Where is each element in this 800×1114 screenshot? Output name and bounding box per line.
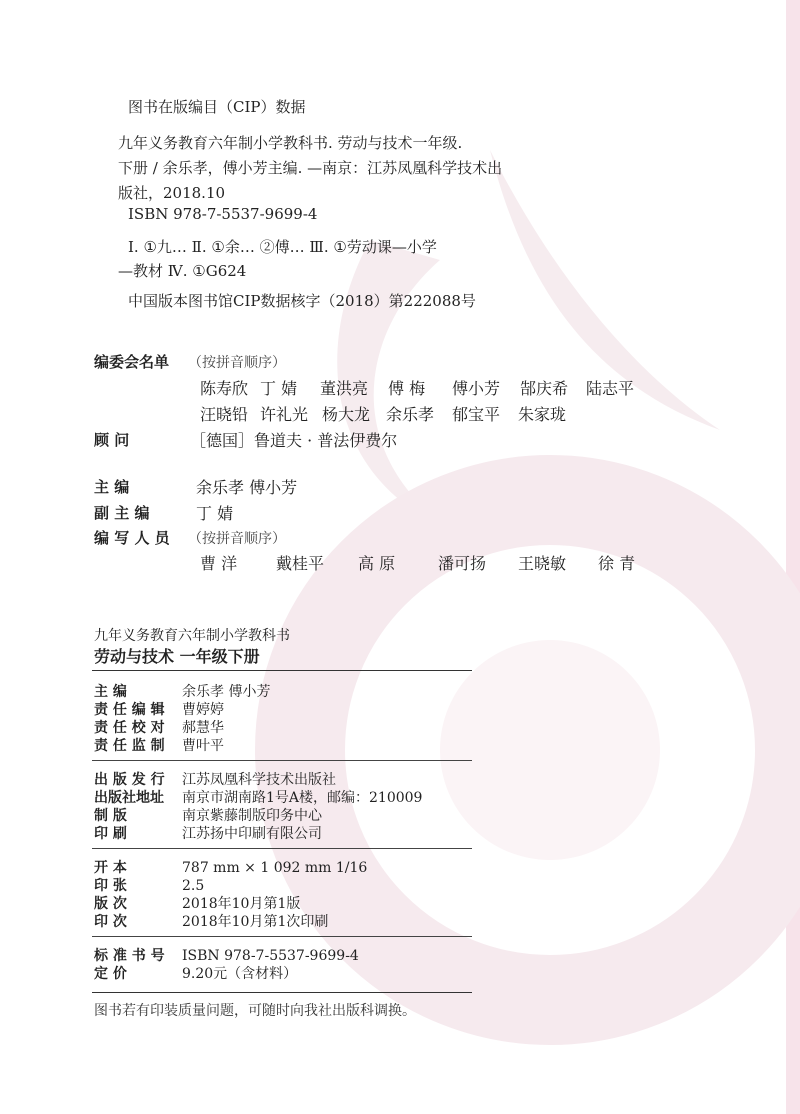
committee-member: 郜庆希 [520, 379, 569, 398]
committee-member: 朱家珑 [518, 405, 567, 424]
deputy-editor-name: 丁 婧 [196, 504, 234, 523]
credit-value: 曹婷婷 [182, 702, 224, 718]
publish-row [94, 823, 322, 843]
writers-note: （按拼音顺序） [188, 531, 286, 547]
publish-row [94, 769, 336, 789]
advisor-label: 顾 问 [94, 431, 130, 449]
cip-line: 版社，2018.10 [118, 184, 226, 202]
footer-note: 图书若有印装质量问题，可随时向我社出版科调换。 [94, 1003, 416, 1019]
price-label: 标 准 书 号 [94, 948, 165, 964]
deputy-editor-label: 副 主 编 [94, 504, 150, 522]
cip-classification: —教材 Ⅳ. ①G624 [118, 262, 247, 280]
publish-label: 制 版 [94, 808, 127, 824]
committee-member: 郁宝平 [452, 405, 501, 424]
divider [92, 936, 472, 937]
chief-editor-label: 主 编 [94, 478, 130, 496]
publish-value: 江苏扬中印刷有限公司 [182, 826, 322, 842]
advisor-name: ［德国］鲁道夫 · 普法伊费尔 [190, 431, 398, 450]
series-name: 九年义务教育六年制小学教科书 [94, 628, 290, 644]
writer-name: 徐 青 [598, 554, 636, 573]
spec-value: 2.5 [182, 878, 205, 894]
publish-value: 南京市湖南路1号A楼，邮编：210009 [182, 790, 423, 806]
divider [92, 848, 472, 849]
price-value: 9.20元（含材料） [182, 966, 298, 982]
spec-label: 开 本 [94, 860, 127, 876]
publish-value: 江苏凤凰科学技术出版社 [182, 772, 336, 788]
book-title: 劳动与技术 一年级下册 [94, 647, 260, 666]
committee-label: 编委会名单 [94, 353, 170, 371]
committee-member: 傅 梅 [388, 379, 426, 398]
spec-label: 印 张 [94, 878, 127, 894]
cip-line: 下册 / 余乐孝，傅小芳主编. —南京：江苏凤凰科学技术出 [118, 159, 503, 177]
writer-name: 戴桂平 [276, 554, 325, 573]
credit-value: 曹叶平 [182, 738, 224, 754]
credit-label: 责 任 校 对 [94, 720, 165, 736]
credit-value: 余乐孝 傅小芳 [182, 684, 271, 700]
committee-member: 陈寿欣 [200, 379, 249, 398]
writer-name: 王晓敏 [518, 554, 567, 573]
spec-row [94, 875, 204, 895]
publish-label: 出版社地址 [94, 790, 164, 806]
credit-row [94, 681, 270, 701]
credit-value: 郝慧华 [182, 720, 224, 736]
publish-label: 出 版 发 行 [94, 772, 165, 788]
spec-value: 2018年10月第1次印刷 [182, 914, 329, 930]
credit-row [94, 735, 224, 755]
committee-member: 董洪亮 [320, 379, 369, 398]
committee-member: 傅小芳 [452, 379, 501, 398]
price-value: ISBN 978-7-5537-9699-4 [182, 948, 359, 964]
cip-classification: Ⅰ. ①九… Ⅱ. ①余… ②傅… Ⅲ. ①劳动课—小学 [128, 238, 437, 256]
cip-line: 九年义务教育六年制小学教科书. 劳动与技术一年级. [118, 134, 463, 152]
writer-name: 潘可扬 [438, 554, 487, 573]
credit-label: 责 任 编 辑 [94, 702, 165, 718]
committee-member: 许礼光 [260, 405, 309, 424]
divider [92, 760, 472, 761]
chief-editor-names: 余乐孝 傅小芳 [196, 478, 298, 497]
publish-row [94, 805, 322, 825]
cip-number: 中国版本图书馆CIP数据核字（2018）第222088号 [128, 292, 476, 310]
committee-member: 丁 婧 [260, 379, 298, 398]
credit-row [94, 699, 224, 719]
committee-note: （按拼音顺序） [188, 355, 286, 371]
committee-member: 汪晓铅 [200, 405, 249, 424]
writers-label: 编 写 人 员 [94, 529, 170, 547]
committee-member: 杨大龙 [322, 405, 371, 424]
spec-row [94, 857, 367, 877]
credit-label: 主 编 [94, 684, 127, 700]
committee-member: 陆志平 [586, 379, 635, 398]
price-label: 定 价 [94, 966, 127, 982]
publish-value: 南京紫藤制版印务中心 [182, 808, 322, 824]
publish-label: 印 刷 [94, 826, 127, 842]
spec-value: 787 mm × 1 092 mm 1/16 [182, 860, 368, 876]
price-row [94, 963, 297, 983]
committee-member: 余乐孝 [386, 405, 435, 424]
spec-row [94, 911, 328, 931]
price-row [94, 945, 359, 965]
credit-row [94, 717, 224, 737]
spec-row [94, 893, 300, 913]
writer-name: 高 原 [358, 554, 396, 573]
divider [92, 670, 472, 671]
spec-label: 印 次 [94, 914, 127, 930]
cip-heading: 图书在版编目（CIP）数据 [128, 98, 306, 116]
spec-label: 版 次 [94, 896, 127, 912]
publish-row [94, 787, 422, 807]
credit-label: 责 任 监 制 [94, 738, 165, 754]
cip-isbn: ISBN 978-7-5537-9699-4 [128, 205, 318, 223]
divider [92, 992, 472, 993]
writer-name: 曹 洋 [200, 554, 238, 573]
spec-value: 2018年10月第1版 [182, 896, 301, 912]
